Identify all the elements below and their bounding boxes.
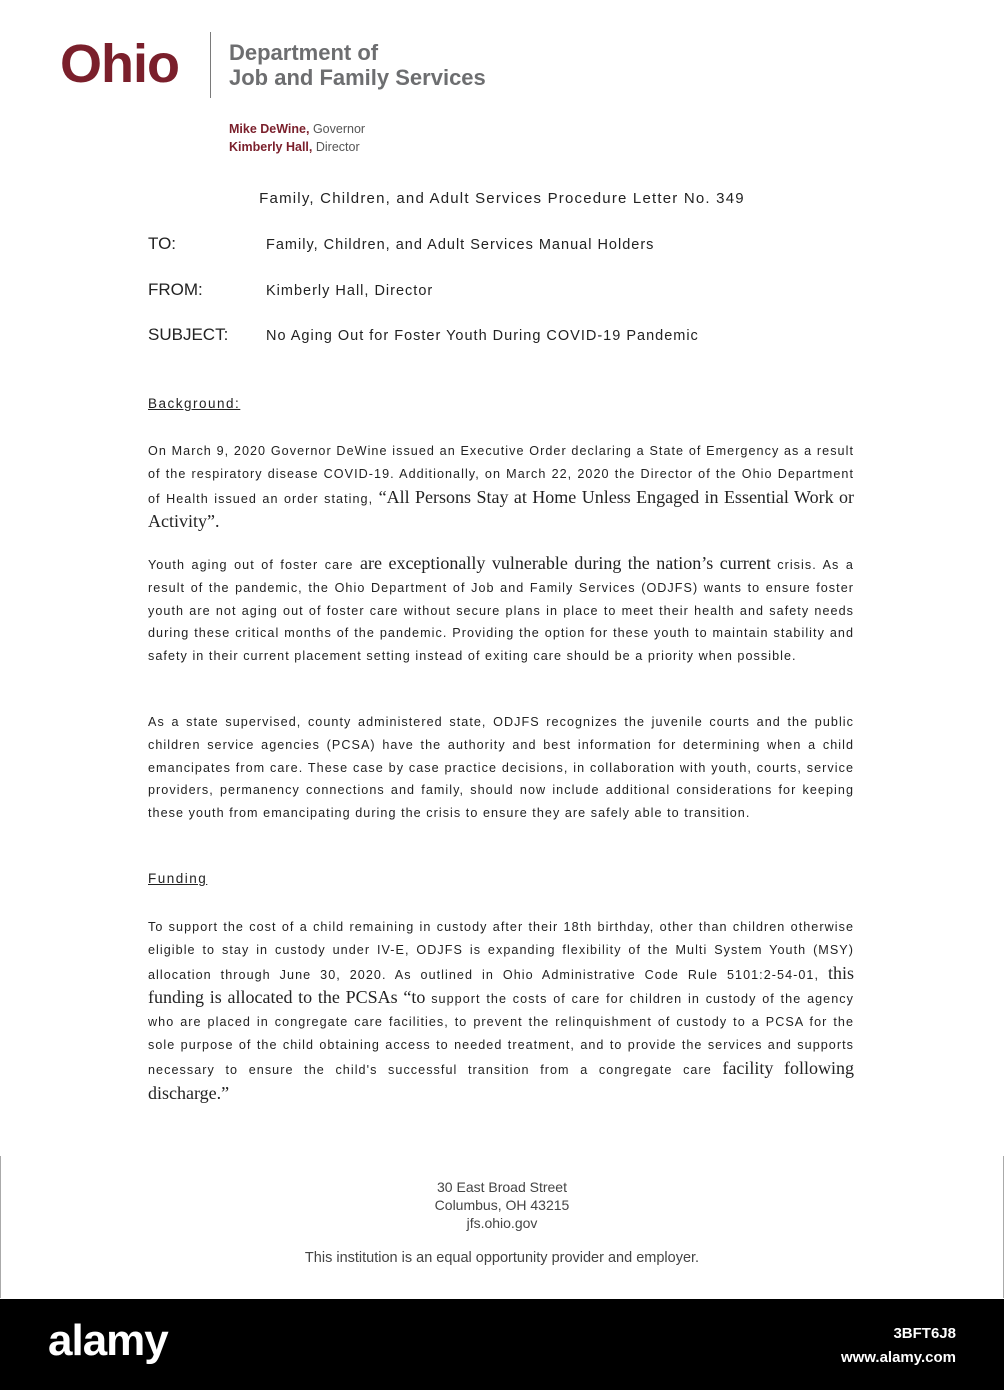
department-name — [229, 40, 486, 90]
to-line — [148, 234, 654, 254]
fund-p1-text-a: To support the cost of a child remaining in custody after their 18th birthday, other than children otherwise eligible to stay in custody under IV-E, ODJFS is expanding flexibility of the Multi System Youth (MSY) allocation through June 30, 2020. As outlined in Ohio Administrative Code Rule 5101:2-54-01, — [148, 920, 854, 982]
background-heading: Background: — [148, 396, 241, 411]
footer-address — [0, 1178, 1004, 1232]
dept-line-1: Department of — [229, 40, 379, 65]
officials-block — [229, 120, 365, 156]
governor-line — [229, 120, 365, 138]
watermark-image-id: 3BFT6J8 — [893, 1325, 956, 1342]
from-label: FROM: — [148, 280, 203, 299]
governor-name: Mike DeWine, — [229, 122, 310, 136]
funding-paragraph-1 — [148, 916, 854, 1106]
from-value: Kimberly Hall, Director — [266, 283, 434, 299]
letter-title: Family, Children, and Adult Services Procedure Letter No. 349 — [259, 190, 745, 207]
bg-p1-quote: “All Persons Stay at Home Unless Engaged in Essential Work or Activity”. — [148, 486, 854, 532]
funding-heading: Funding — [148, 871, 208, 886]
background-paragraph-3: As a state supervised, county administered state, ODJFS recognizes the juvenile courts and the public children service agencies (PCSA) have the authority and best information for determining when a child emancipates from care. These case by case practice decisions, in collaboration with youth, courts, service providers, permanency connections and family, should now include additional considerations for keeping these youth from emancipating during the crisis to ensure they are safely able to transition. — [148, 715, 854, 821]
alamy-logo: alamy — [48, 1316, 168, 1365]
governor-title: Governor — [312, 122, 366, 136]
watermark-site: www.alamy.com — [840, 1349, 956, 1366]
footer-city: Columbus, OH 43215 — [434, 1197, 570, 1213]
footer-eeo-statement: This institution is an equal opportunity provider and employer. — [304, 1250, 700, 1266]
to-value: Family, Children, and Adult Services Manual Holders — [266, 237, 655, 253]
fund-p1-text-c: support the costs of care for children in custody of the agency who are placed in congregate care facilities, to prevent the relinquishment of custody to a PCSA for the sole purpose of the child obtaining access to needed treatment, and to provide the services and supports necessary to ensure the child's successful transition from a congregate care — [148, 992, 854, 1077]
fund-p1-text-b: this funding is allocated to the PCSAs “to — [148, 962, 854, 1008]
background-paragraph-1 — [148, 440, 854, 535]
bg-p2-text-a: Youth aging out of foster care — [148, 558, 360, 572]
ohio-logo: Ohio — [60, 34, 179, 94]
fund-p1-text-d: facility following discharge.” — [148, 1057, 854, 1103]
subject-label: SUBJECT: — [148, 325, 229, 344]
director-name: Kimberly Hall, — [229, 140, 313, 154]
bg-p2-text-c: crisis. As a result of the pandemic, the Ohio Department of Job and Family Services (ODJFS) wants to ensure foster youth are not aging out of foster care without secure plans in place to meet their health and safety needs during these critical months of the pandemic. Providing the option for these youth to maintain stability and safety in their current placement setting instead of exiting care should be a priority when possible. — [148, 558, 854, 664]
from-line — [148, 280, 433, 300]
bg-p2-text-b: are exceptionally vulnerable during the nation’s current — [360, 553, 771, 573]
dept-line-2: Job and Family Services — [229, 65, 486, 90]
footer-site: jfs.ohio.gov — [466, 1215, 538, 1231]
director-line — [229, 138, 365, 156]
logo-divider — [210, 32, 211, 98]
director-title: Director — [315, 140, 360, 154]
footer-street: 30 East Broad Street — [437, 1179, 567, 1195]
watermark-info — [841, 1322, 956, 1370]
subject-line — [148, 325, 699, 345]
to-label: TO: — [148, 234, 177, 253]
background-paragraph-2 — [148, 552, 854, 668]
subject-value: No Aging Out for Foster Youth During COVID-19 Pandemic — [266, 328, 699, 344]
bg-p1-text: On March 9, 2020 Governor DeWine issued an Executive Order declaring a State of Emergency as a result of the respiratory disease COVID-19. Additionally, on March 22, 2020 the Director of the Ohio Department of Health issued an order stating, — [148, 444, 854, 506]
